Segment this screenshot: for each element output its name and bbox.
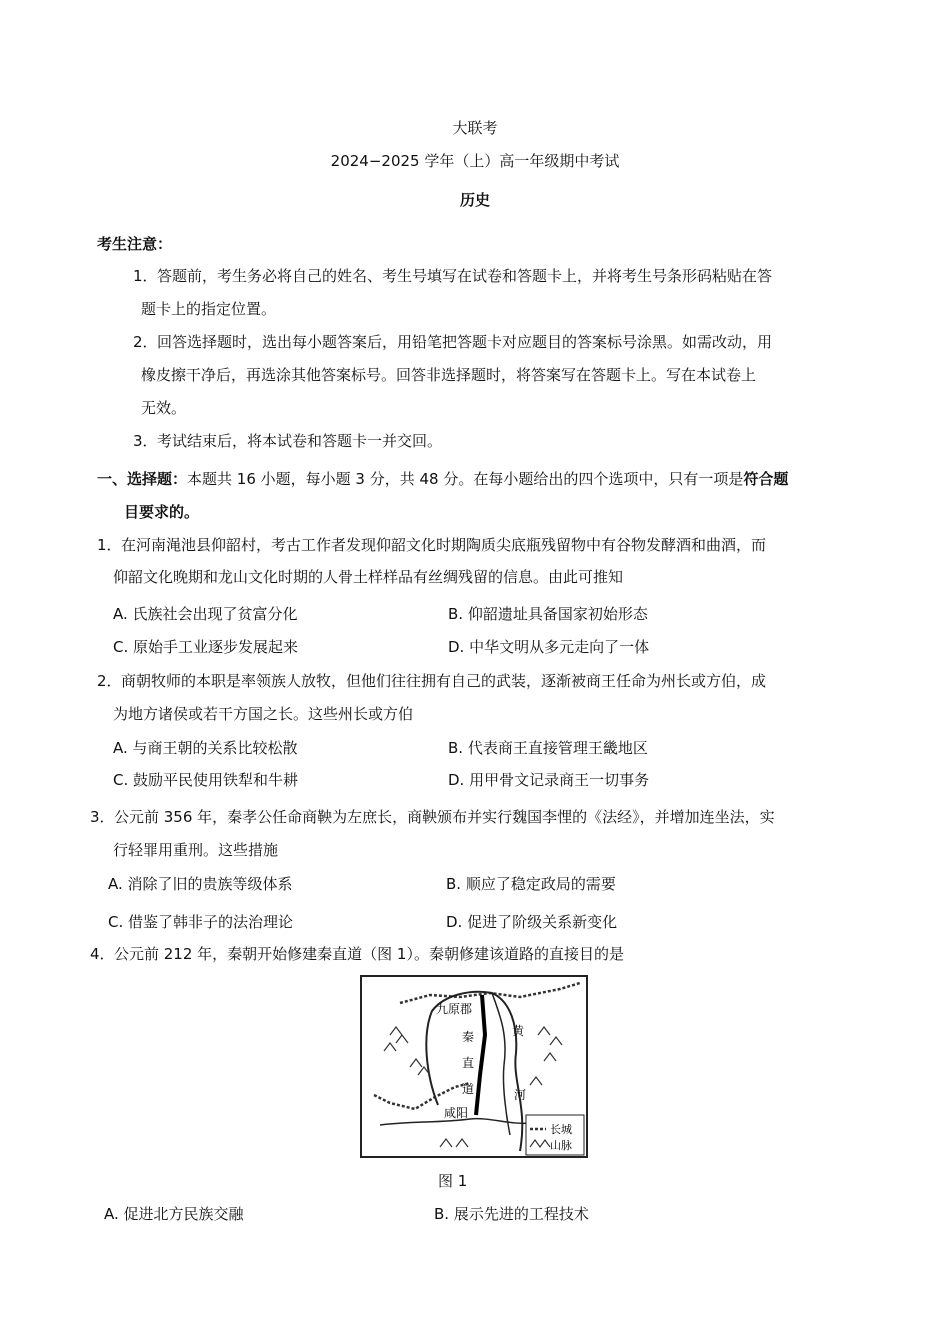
q1-number: 1． <box>97 536 122 554</box>
subject-title: 历史 <box>459 191 490 209</box>
legend-wall-label: 长城 <box>550 1123 572 1136</box>
q4-stem-line-1: 公元前 212 年，秦朝开始修建秦直道（图 1）。秦朝修建该道路的直接目的是 <box>114 945 624 963</box>
exam-title: 2024−2025 学年（上）高一年级期中考试 <box>330 152 620 170</box>
q2-option-b[interactable]: B. 代表商王直接管理王畿地区 <box>448 739 648 757</box>
section-heading-tail: 符合题 <box>743 470 789 488</box>
map-label-road-1: 秦 <box>462 1030 475 1044</box>
section-heading-label: 一、选择题： <box>97 470 188 488</box>
notice-item-2-line-2: 橡皮擦干净后，再选涂其他答案标号。回答非选择题时，将答案写在答题卡上。写在本试卷上 <box>141 366 757 384</box>
q3-option-c[interactable]: C. 借鉴了韩非子的法治理论 <box>108 913 294 931</box>
q4-option-b[interactable]: B. 展示先进的工程技术 <box>434 1205 589 1223</box>
q3-option-b[interactable]: B. 顺应了稳定政局的需要 <box>446 875 616 893</box>
map-label-river-1: 黄 <box>512 1024 525 1038</box>
section-heading-text: 本题共 16 小题，每小题 3 分，共 48 分。在每小题给出的四个选项中，只有一项是 <box>187 470 744 488</box>
q1-option-b[interactable]: B. 仰韶遗址具备国家初始形态 <box>448 605 648 623</box>
map-label-road-3: 道 <box>462 1082 475 1096</box>
map-label-road-2: 直 <box>462 1056 475 1070</box>
figure-caption: 图 1 <box>438 1172 468 1190</box>
notice-item-2-line-1: 回答选择题时，选出每小题答案后，用铅笔把答题卡对应题目的答案标号涂黑。如需改动，用 <box>157 333 773 351</box>
q4-option-a[interactable]: A. 促进北方民族交融 <box>104 1205 244 1223</box>
q3-option-d[interactable]: D. 促进了阶级关系新变化 <box>446 913 618 931</box>
section-heading-line-2: 目要求的。 <box>124 503 200 521</box>
notice-item-1-num: 1． <box>133 267 158 285</box>
q1-stem-line-1: 在河南渑池县仰韶村，考古工作者发现仰韶文化时期陶质尖底瓶残留物中有谷物发酵酒和曲酒，而 <box>121 536 767 554</box>
notice-item-2-line-3: 无效。 <box>141 399 187 417</box>
q4-number: 4． <box>90 945 115 963</box>
notice-item-1-line-1: 答题前，考生务必将自己的姓名、考生号填写在试卷和答题卡上，并将考生号条形码粘贴在答 <box>157 267 773 285</box>
q3-number: 3． <box>90 808 115 826</box>
notice-item-3-line-1: 考试结束后，将本试卷和答题卡一并交回。 <box>157 432 443 450</box>
notice-item-1-line-2: 题卡上的指定位置。 <box>141 300 277 318</box>
section-heading <box>97 468 788 489</box>
q2-stem-line-1: 商朝牧师的本职是率领族人放牧，但他们往往拥有自己的武装，逐渐被商王任命为州长或方伯，成 <box>121 672 767 690</box>
qin-road-map <box>360 975 588 1158</box>
q2-stem-line-2: 为地方诸侯或若干方国之长。这些州长或方伯 <box>113 705 414 723</box>
q1-option-d[interactable]: D. 中华文明从多元走向了一体 <box>448 638 650 656</box>
notice-item-2-num: 2． <box>133 333 158 351</box>
q2-number: 2． <box>97 672 122 690</box>
exam-org: 大联考 <box>452 119 498 137</box>
notice-item-3-num: 3． <box>133 432 158 450</box>
q2-option-d[interactable]: D. 用甲骨文记录商王一切事务 <box>448 771 650 789</box>
legend-mountain-label: 山脉 <box>550 1139 572 1152</box>
q2-option-c[interactable]: C. 鼓励平民使用铁犁和牛耕 <box>113 771 299 789</box>
q1-stem-line-2: 仰韶文化晚期和龙山文化时期的人骨土样样品有丝绸残留的信息。由此可推知 <box>113 568 624 586</box>
map-label-jiuyuan: 九原郡 <box>436 1002 473 1016</box>
notice-title: 考生注意： <box>97 235 173 253</box>
q1-option-c[interactable]: C. 原始手工业逐步发展起来 <box>113 638 299 656</box>
map-label-river-2: 河 <box>514 1088 527 1102</box>
q3-option-a[interactable]: A. 消除了旧的贵族等级体系 <box>108 875 293 893</box>
map-label-xianyang: 咸阳 <box>444 1106 469 1120</box>
q1-option-a[interactable]: A. 氏族社会出现了贫富分化 <box>113 605 298 623</box>
q3-stem-line-2: 行轻罪用重刑。这些措施 <box>113 841 279 859</box>
q3-stem-line-1: 公元前 356 年，秦孝公任命商鞅为左庶长，商鞅颁布并实行魏国李悝的《法经》，并增加连坐法，实 <box>114 808 775 826</box>
q2-option-a[interactable]: A. 与商王朝的关系比较松散 <box>113 739 298 757</box>
